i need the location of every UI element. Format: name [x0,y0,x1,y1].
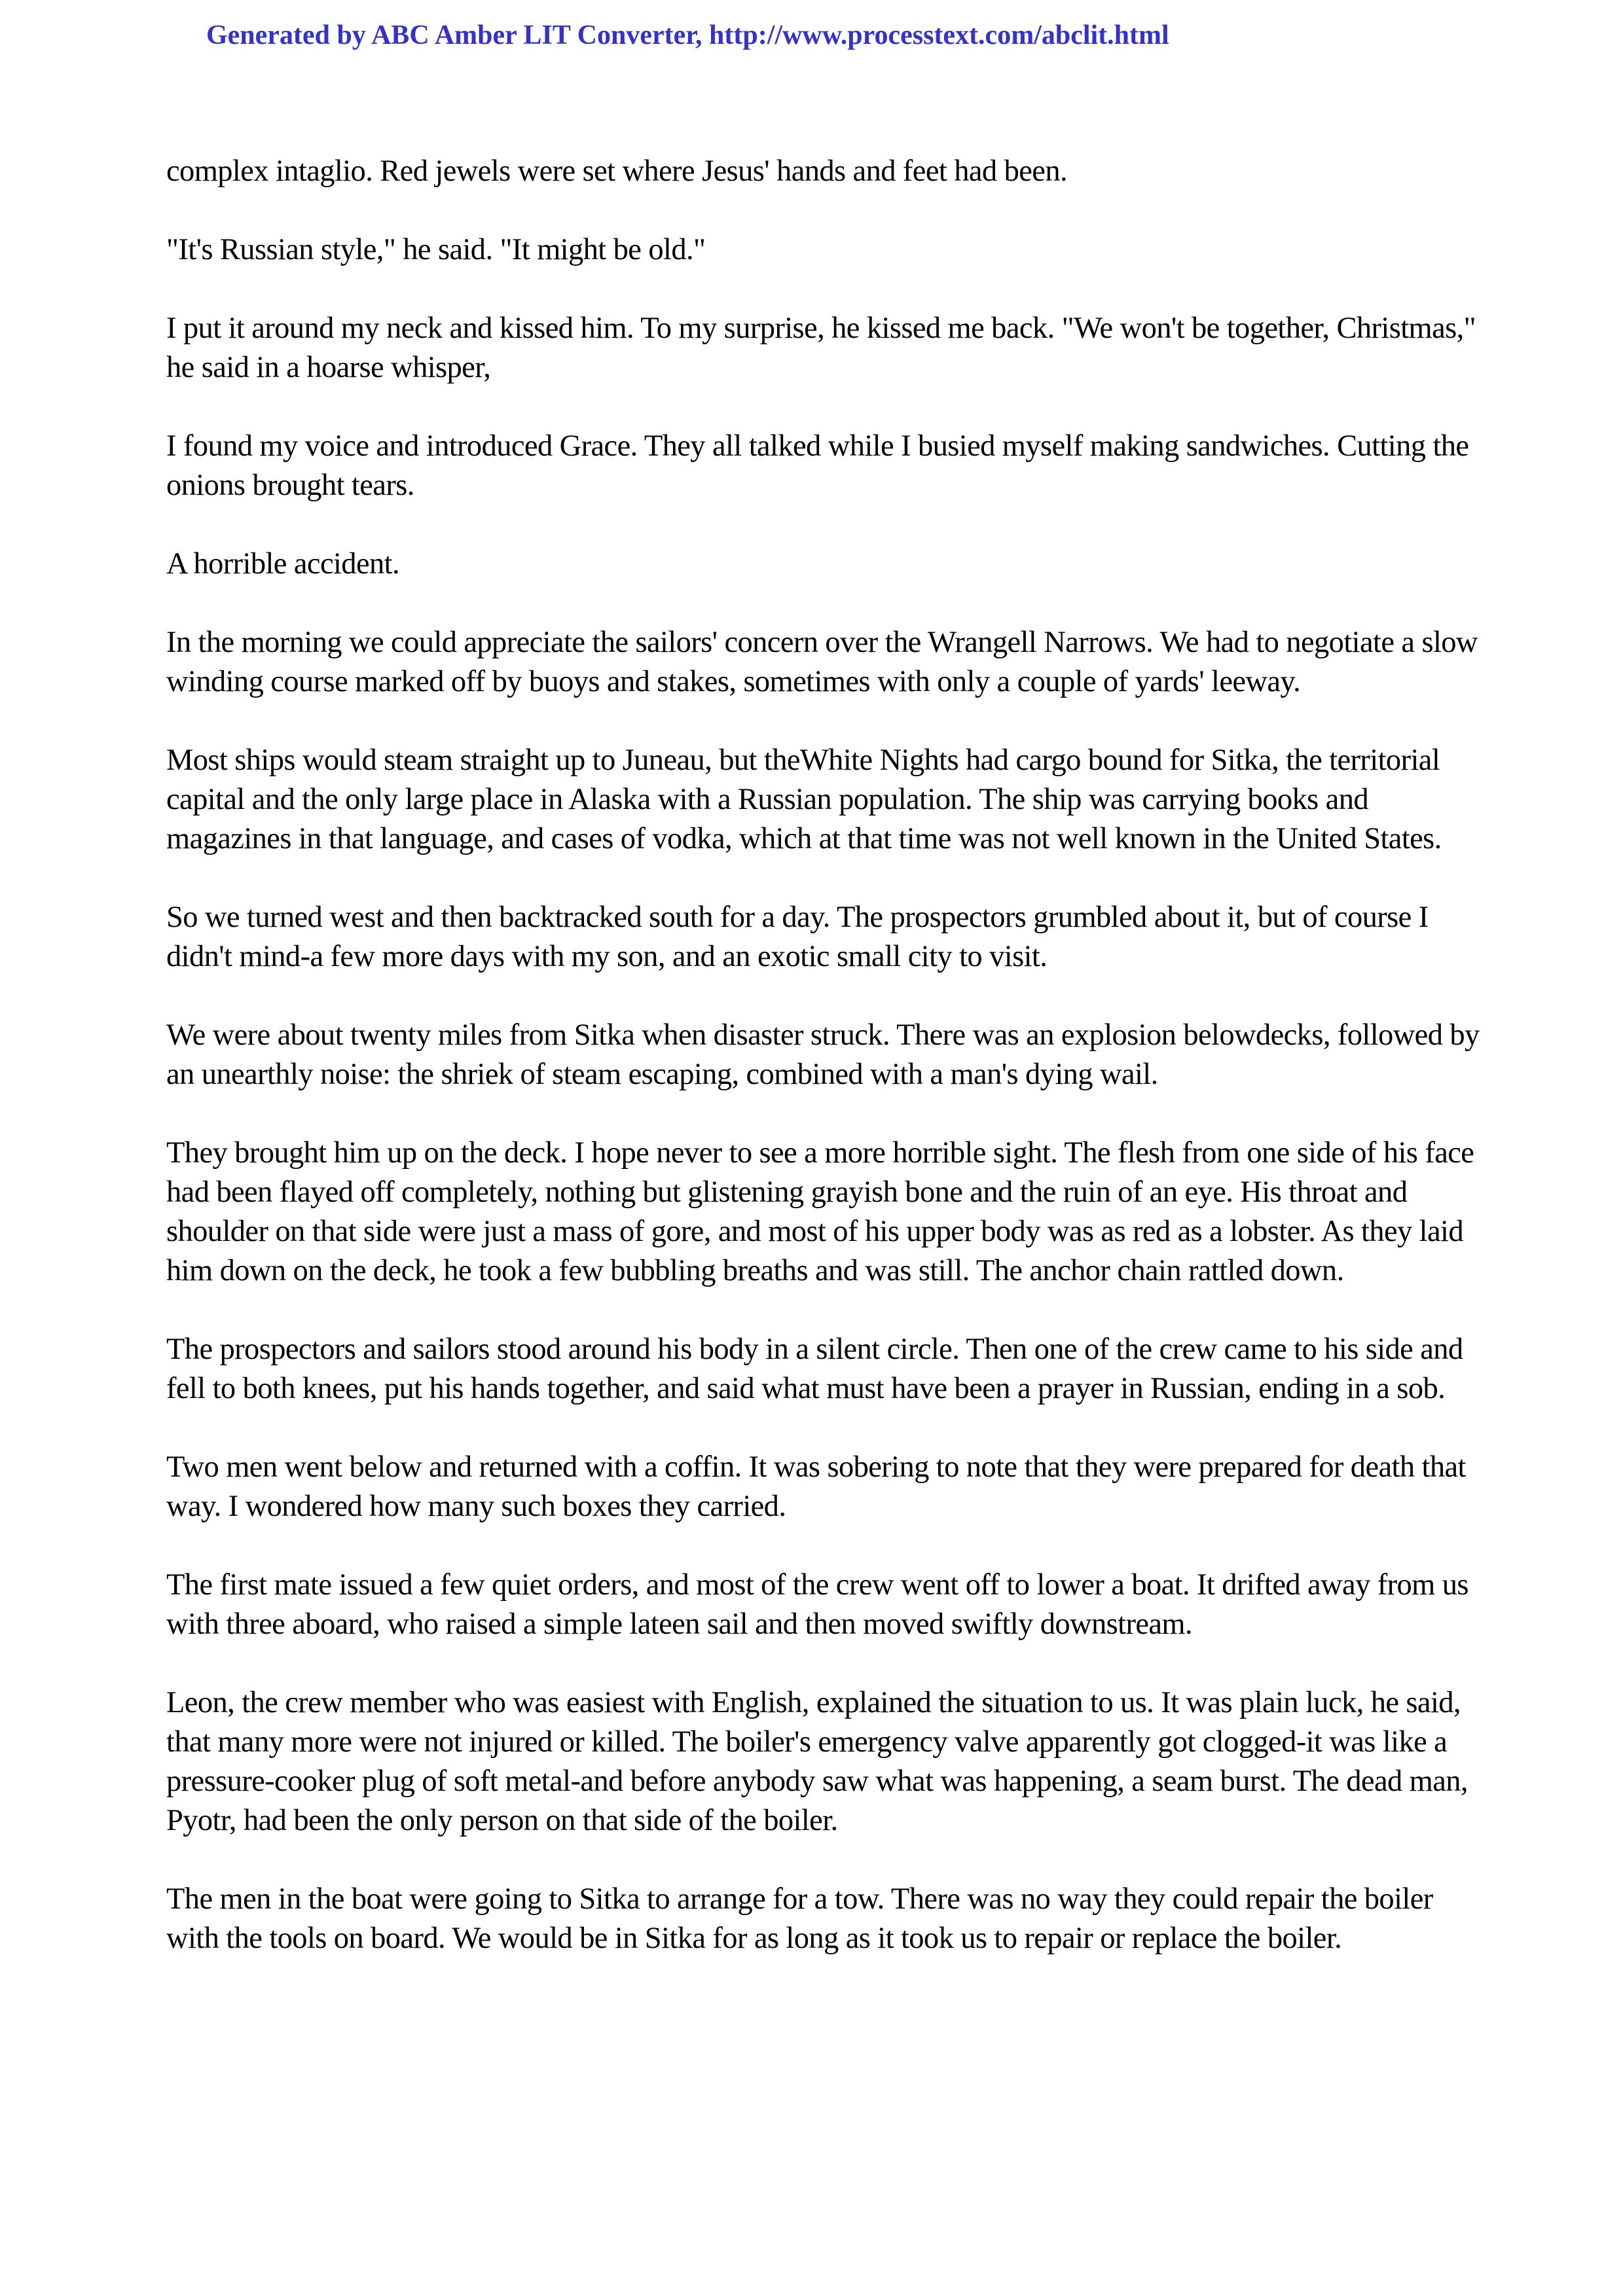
document-body [166,152,1482,1998]
paragraph: complex intaglio. Red jewels were set where Jesus' hands and feet had been. [166,154,1067,188]
paragraph: Two men went below and returned with a coffin. It was sobering to note that they were prepared for death that way. I wondered how many such boxes they carried. [166,1450,1466,1523]
paragraph: They brought him up on the deck. I hope never to see a more horrible sight. The flesh from one side of his face had been flayed off completely, nothing but glistening grayish bone and the ruin of an eye. His throat and shoulder on that side were just a mass of gore, and most of his upper body was as red as a lobster. As they laid him down on the deck, he took a few bubbling breaths and was still. The anchor chain rattled down. [166,1136,1474,1287]
paragraph: The prospectors and sailors stood around his body in a silent circle. Then one of the crew came to his side and fell to both knees, put his hands together, and said what must have been a prayer in Russian, ending in a sob. [166,1333,1463,1405]
paragraph: I found my voice and introduced Grace. They all talked while I busied myself making sandwiches. Cutting the onions brought tears. [166,429,1469,502]
paragraph: Most ships would steam straight up to Juneau, but theWhite Nights had cargo bound for Sitka, the territorial capital and the only large place in Alaska with a Russian population. The ship was carrying books and magazines in that language, and cases of vodka, which at that time was not well known in the United States. [166,744,1442,855]
paragraph: So we turned west and then backtracked south for a day. The prospectors grumbled about it, but of course I didn't mind-a few more days with my son, and an exotic small city to visit. [166,901,1429,973]
paragraph: In the morning we could appreciate the sailors' concern over the Wrangell Narrows. We had to negotiate a slow winding course marked off by buoys and stakes, sometimes with only a couple of yards' leeway. [166,626,1478,698]
converter-header: Generated by ABC Amber LIT Converter, http://www.processtext.com/abclit.html [206,20,1169,50]
paragraph: The first mate issued a few quiet orders, and most of the crew went off to lower a boat. It drifted away from us with three aboard, who raised a simple lateen sail and then moved swiftly downstream. [166,1568,1468,1641]
paragraph: Leon, the crew member who was easiest with English, explained the situation to us. It was plain luck, he said, that many more were not injured or killed. The boiler's emergency valve apparently got clogged-it was like a pressure-cooker plug of soft metal-and before anybody saw what was happening, a seam burst. The dead man, Pyotr, had been the only person on that side of the boiler. [166,1686,1468,1837]
paragraph: We were about twenty miles from Sitka when disaster struck. There was an explosion belowdecks, followed by an unearthly noise: the shriek of steam escaping, combined with a man's dying wail. [166,1018,1480,1091]
paragraph: The men in the boat were going to Sitka to arrange for a tow. There was no way they could repair the boiler with the tools on board. We would be in Sitka for as long as it took us to repair or replace the boiler. [166,1882,1433,1955]
paragraph: I put it around my neck and kissed him. To my surprise, he kissed me back. "We won't be together, Christmas," he said in a hoarse whisper, [166,312,1476,384]
paragraph: "It's Russian style," he said. "It might be old." [166,233,706,266]
paragraph: A horrible accident. [166,547,399,581]
